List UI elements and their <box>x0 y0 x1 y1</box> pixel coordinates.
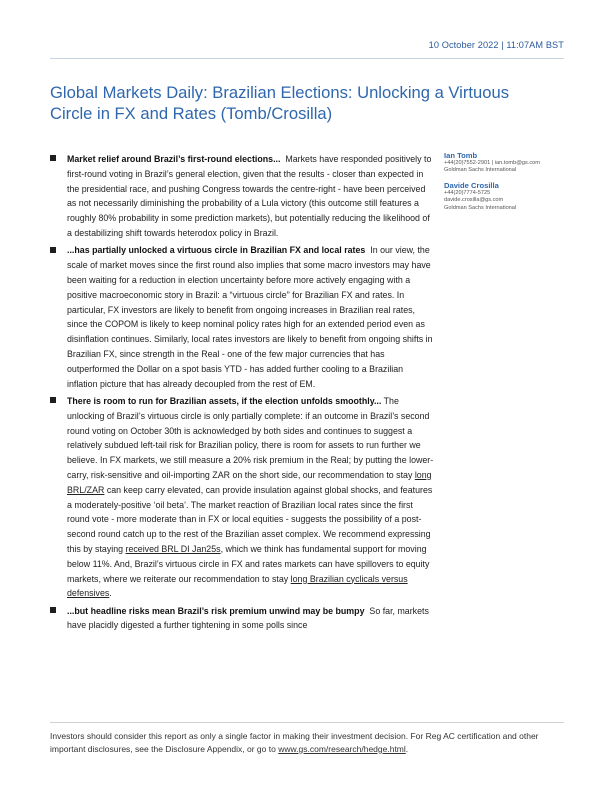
author-sidebar <box>444 151 574 218</box>
disclaimer <box>50 730 560 755</box>
bullet-item <box>50 152 436 241</box>
author-contact: +44(20)7552-2901 | ian.tomb@gs.com <box>444 160 540 166</box>
author-block <box>444 181 574 212</box>
bullet-paragraph <box>67 394 436 601</box>
bullet-paragraph <box>67 604 436 634</box>
report-date: 10 October 2022 | 11:07AM BST <box>428 40 564 50</box>
disclosure-link[interactable]: www.gs.com/research/hedge.html <box>278 743 406 754</box>
bullet-lead: ...but headline risks mean Brazil’s risk premium unwind may be bumpy <box>67 605 365 616</box>
long-brazilian-cyclicals-link[interactable]: long Brazilian cyclicals versus defensives <box>67 573 408 599</box>
author-firm: Goldman Sachs International <box>444 167 517 174</box>
disclaimer-text: Investors should consider this report as only a single factor in making their investment decision. For Reg AC certification and other important disclosures, see the Disclosure Appendix, or go to <box>50 731 539 754</box>
bullet-item <box>50 394 436 601</box>
long-brl-zar-link[interactable]: long BRL/ZAR <box>67 469 432 495</box>
bullet-square-icon <box>50 607 56 613</box>
footer-divider <box>50 722 564 723</box>
header-divider <box>50 58 564 59</box>
bullet-text: . <box>109 588 112 599</box>
author-name: Davide Crosilla <box>444 180 499 190</box>
bullet-lead: There is room to run for Brazilian assets, if the election unfolds smoothly... <box>67 395 382 406</box>
bullet-text: The unlocking of Brazil’s virtuous circle is only partially complete: if an outcome in Brazil’s second round voting on October 30th is acknowledged by both sides and continues to suggest a relatively subdued left-tail risk for Brazilian policy, there is room for assets to run further we believe. In FX markets, we still measure a 20% risk premium in the Real; by putting the lower-carry, risk-sensitive and oil-importing ZAR on the short side, our recommendation to stay <box>67 395 434 480</box>
bullet-square-icon <box>50 155 56 161</box>
bullet-paragraph <box>67 243 436 391</box>
bullet-item <box>50 604 436 634</box>
bullet-text: Markets have responded positively to first-round voting in Brazil’s general election, given that the results - closer than expected in the presidential race, and pushing Congress towards the centre-right - have been perceived as not necessarily diminishing the probability of a Lula victory (this outcome still features a roughly 80% probability in some prediction markets), but potentially reducing the likelihood of a destabilizing shift towards heterodox policy in Brazil. <box>67 154 432 238</box>
bullet-paragraph <box>67 152 436 241</box>
disclaimer-end: . <box>405 743 409 754</box>
bullet-lead: Market relief around Brazil’s first-round elections... <box>67 154 281 164</box>
author-phone: +44(20)7774-5725 <box>444 189 491 196</box>
bullet-item <box>50 243 436 391</box>
bullet-text: So far, markets have placidly digested a further tightening in some polls since <box>67 605 429 631</box>
received-brl-di-link[interactable]: received BRL DI Jan25s <box>125 543 221 554</box>
bullet-text: can keep carry elevated, can provide insulation against global shocks, and features a moderately-positive ‘oil beta’. The market reaction of Brazilian local rates since the first round vote - more moderate than in FX or local equities - suggests the possibility of a post-second round catch up to the rest of the Brazilian asset complex. We recommend expressing this by staying <box>67 484 433 554</box>
bullet-square-icon <box>50 397 56 403</box>
author-firm: Goldman Sachs International <box>444 204 517 211</box>
bullet-square-icon <box>50 247 56 253</box>
author-block <box>444 151 574 175</box>
author-email: davide.crosilla@gs.com <box>444 197 504 204</box>
page-title: Global Markets Daily: Brazilian Elections: Unlocking a Virtuous Circle in FX and Rates (Tomb/Crosilla) <box>50 83 509 123</box>
report-body <box>50 152 436 636</box>
bullet-lead: ...has partially unlocked a virtuous circle in Brazilian FX and local rates <box>67 245 366 256</box>
bullet-text: In our view, the scale of market moves since the first round also implies that some macro investors may have been waiting for a reduction in election uncertainty before more actively engaging with a positive macroeconomic story in Brazil: a “virtuous circle” for Brazilian FX and rates. In particular, FX investors are likely to benefit from ongoing increases in Brazilian real rates, since the COPOM is likely to keep nominal policy rates high for an extended period even as disinflation continues. Similarly, local rates investors are likely to benefit from ongoing shifts in Brazilian FX, since strength in the Real - one of the few major currencies that has outperformed the Dollar on a spot basis YTD - has added further cooling to a Brazilian inflation picture that has already decoupled from the rest of EM. <box>67 245 433 389</box>
bullet-text: , which we think has fundamental support for moving below 11%. And, Brazil’s virtuous circle in FX and rates markets can have spillovers to equity markets, where we reiterate our recommendation to stay <box>67 543 430 584</box>
author-name: Ian Tomb <box>444 151 478 160</box>
